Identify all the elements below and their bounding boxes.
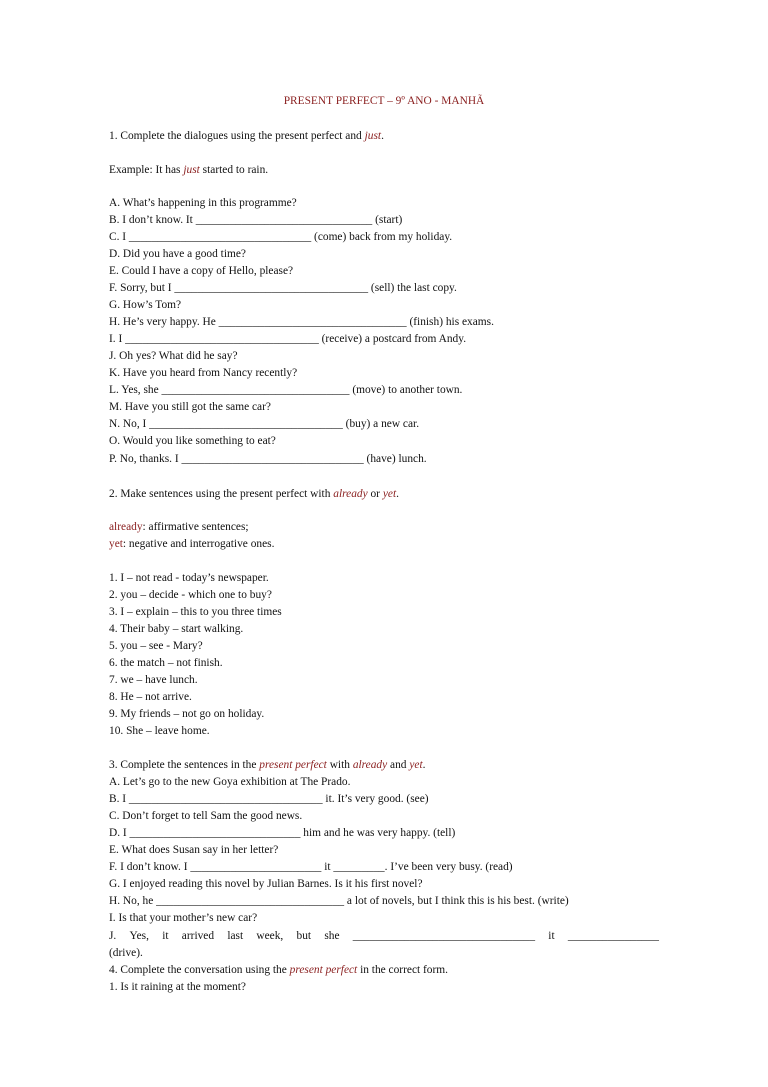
ex2-item: 8. He – not arrive. — [109, 691, 192, 703]
ex1-line: K. Have you heard from Nancy recently? — [109, 367, 298, 379]
ex3-line: A. Let’s go to the new Goya exhibition at The Prado. — [109, 776, 351, 788]
ex3-line: E. What does Susan say in her letter? — [109, 844, 279, 856]
ex3-line: C. Don’t forget to tell Sam the good news. — [109, 810, 303, 822]
ex2-instruction: 2. Make sentences using the present perfect with already or yet. — [109, 488, 399, 500]
ex2-item: 5. you – see - Mary? — [109, 640, 203, 652]
ex1-instruction: 1. Complete the dialogues using the present perfect and just. — [109, 130, 384, 142]
ex3-line: D. I ______________________________ him and he was very happy. (tell) — [109, 827, 456, 839]
ex1-line: O. Would you like something to eat? — [109, 435, 276, 447]
ex2-item: 3. I – explain – this to you three times — [109, 606, 282, 618]
ex1-line: J. Oh yes? What did he say? — [109, 350, 238, 362]
ex1-line: F. Sorry, but I __________________________________ (sell) the last copy. — [109, 282, 457, 294]
ex1-line: E. Could I have a copy of Hello, please? — [109, 265, 294, 277]
ex2-item: 7. we – have lunch. — [109, 674, 198, 686]
ex3-line: G. I enjoyed reading this novel by Julian Barnes. Is it his first novel? — [109, 878, 423, 890]
ex1-line: M. Have you still got the same car? — [109, 401, 271, 413]
ex3-line: I. Is that your mother’s new car? — [109, 912, 258, 924]
ex3-line: B. I __________________________________ it. It’s very good. (see) — [109, 793, 429, 805]
ex2-item: 6. the match – not finish. — [109, 657, 223, 669]
ex1-line: P. No, thanks. I ________________________________ (have) lunch. — [109, 453, 427, 465]
page-title: PRESENT PERFECT – 9º ANO - MANHÃ — [283, 95, 485, 107]
ex2-note-yet: yet: negative and interrogative ones. — [109, 538, 275, 550]
ex4-instruction: 4. Complete the conversation using the present perfect in the correct form. — [109, 964, 449, 976]
ex1-line: I. I __________________________________ (receive) a postcard from Andy. — [109, 333, 467, 345]
ex2-item: 9. My friends – not go on holiday. — [109, 708, 265, 720]
ex3-line: H. No, he _________________________________ a lot of novels, but I think this is his best. (write) — [109, 895, 569, 907]
ex1-example: Example: It has just started to rain. — [109, 164, 269, 176]
ex3-line: F. I don’t know. I _______________________ it _________. I’ve been very busy. (read) — [109, 861, 513, 873]
ex2-item: 10. She – leave home. — [109, 725, 210, 737]
ex4-item: 1. Is it raining at the moment? — [109, 981, 246, 993]
ex2-note-already: already: affirmative sentences; — [109, 521, 249, 533]
ex2-item: 4. Their baby – start walking. — [109, 623, 244, 635]
ex1-line: A. What’s happening in this programme? — [109, 197, 297, 209]
ex3-justified-line: J. Yes, it arrived last week, but she ________________________________ it ________________ — [109, 930, 659, 942]
ex1-line: B. I don’t know. It _______________________________ (start) — [109, 214, 403, 226]
ex3-instruction: 3. Complete the sentences in the present perfect with already and yet. — [109, 759, 426, 771]
ex3-line-tail: (drive). — [109, 947, 143, 959]
ex1-line: N. No, I __________________________________ (buy) a new car. — [109, 418, 420, 430]
ex2-item: 1. I – not read - today’s newspaper. — [109, 572, 269, 584]
ex1-line: C. I ________________________________ (come) back from my holiday. — [109, 231, 453, 243]
ex1-line: G. How’s Tom? — [109, 299, 182, 311]
ex1-line: D. Did you have a good time? — [109, 248, 246, 260]
ex1-line: H. He’s very happy. He _________________________________ (finish) his exams. — [109, 316, 494, 328]
ex1-line: L. Yes, she _________________________________ (move) to another town. — [109, 384, 463, 396]
ex2-item: 2. you – decide - which one to buy? — [109, 589, 272, 601]
